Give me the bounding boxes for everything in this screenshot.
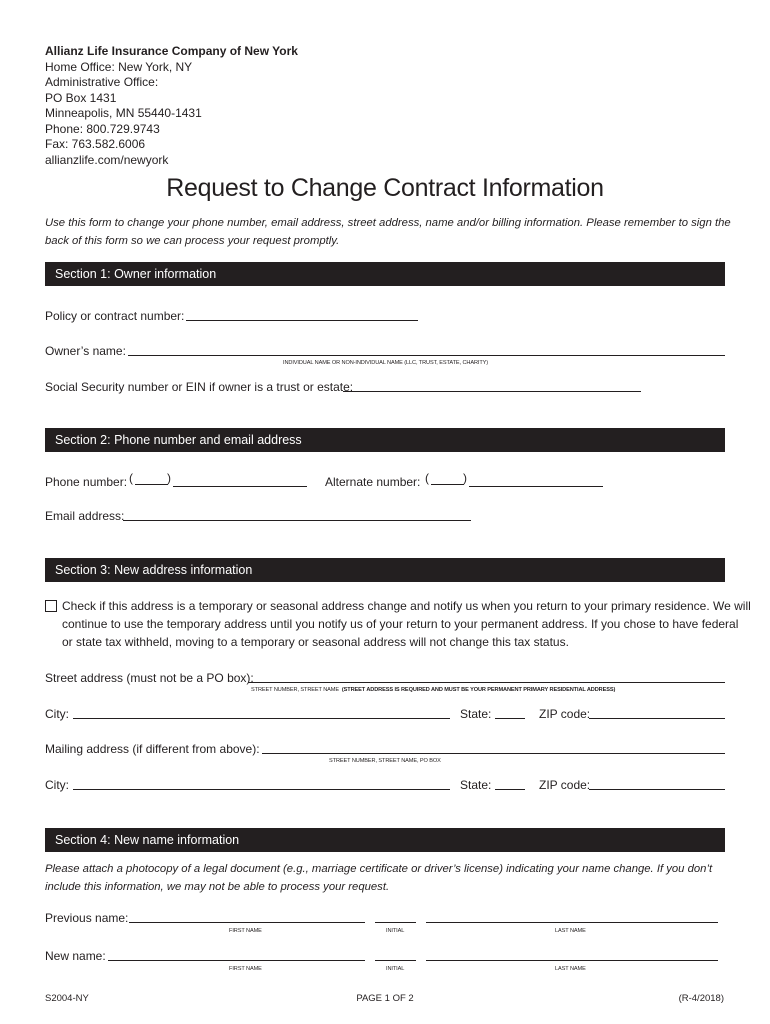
previous-last-name-field[interactable] (426, 922, 718, 923)
mailing-state-field[interactable] (495, 789, 525, 790)
alt-area-open-paren: ( (425, 471, 429, 485)
temporary-address-text-line-3: or state tax withheld, moving to a temporary or seasonal address will not change this tax status. (62, 635, 569, 649)
ssn-label: Social Security number or EIN if owner is a trust or estate: (45, 380, 354, 394)
header-line-home-office: Home Office: New York, NY (45, 59, 193, 74)
zip-code-label: ZIP code: (539, 707, 591, 721)
header-line-fax: Fax: 763.582.6006 (45, 137, 146, 151)
mailing-zip-code-field[interactable] (589, 789, 725, 790)
header-line-website: allianzlife.com/newyork (45, 152, 169, 167)
section-4-header: Section 4: New name information (45, 828, 725, 852)
company-header (45, 44, 298, 168)
mailing-state-label: State: (460, 778, 492, 792)
phone-area-code-field[interactable] (135, 484, 168, 485)
zip-code-field[interactable] (589, 718, 725, 719)
alternate-number-field[interactable] (469, 486, 603, 487)
phone-area-open-paren: ( (129, 471, 133, 485)
mailing-address-field[interactable] (262, 753, 725, 754)
new-first-name-field[interactable] (108, 960, 365, 961)
state-field[interactable] (495, 718, 525, 719)
phone-area-code (129, 471, 133, 485)
phone-area-close-paren: ) (167, 471, 171, 485)
phone-area-close (167, 471, 171, 485)
ssn-field[interactable] (343, 391, 641, 392)
form-intro: Use this form to change your phone number, email address, street address, name and/or billing information. Please remember to sign the back of this form so we can process your request promptly. (45, 217, 731, 247)
previous-last-name-hint: LAST NAME (555, 928, 586, 934)
alternate-number-label: Alternate number: (325, 475, 421, 489)
mailing-city-field[interactable] (73, 789, 450, 790)
previous-name-label: Previous name: (45, 911, 129, 925)
new-initial-field[interactable] (375, 960, 416, 961)
policy-number-field[interactable] (186, 320, 418, 321)
temporary-address-text (62, 597, 751, 651)
company-name: Allianz Life Insurance Company of New York (45, 44, 298, 58)
state-label: State: (460, 707, 492, 721)
new-initial-hint: INITIAL (386, 966, 405, 972)
owner-name-label: Owner’s name: (45, 344, 126, 358)
header-line-admin-office: Administrative Office: (45, 75, 159, 89)
owner-name-hint: INDIVIDUAL NAME OR NON-INDIVIDUAL NAME (LLC, TRUST, ESTATE, CHARITY) (283, 360, 489, 366)
previous-first-name-hint: FIRST NAME (229, 928, 262, 934)
alt-area-code-field[interactable] (431, 484, 464, 485)
owner-name-field[interactable] (128, 355, 725, 356)
new-last-name-hint: LAST NAME (555, 966, 586, 972)
phone-number-label: Phone number: (45, 475, 128, 489)
revision-date: (R-4/2018) (678, 993, 724, 1004)
previous-initial-hint: INITIAL (386, 928, 405, 934)
temporary-address-checkbox[interactable] (45, 600, 57, 612)
alt-area-close (463, 471, 467, 485)
page-number: PAGE 1 OF 2 (356, 993, 414, 1004)
city-label: City: (45, 707, 69, 721)
alt-area-code (425, 471, 429, 485)
mailing-city-label: City: (45, 778, 69, 792)
section-3-header: Section 3: New address information (45, 558, 725, 582)
previous-initial-field[interactable] (375, 922, 416, 923)
new-first-name-hint: FIRST NAME (229, 966, 262, 972)
temporary-address-text-line-2: continue to use the temporary address until you notify us of your return to your permanent address. If you chose to have federal (62, 617, 739, 631)
new-name-label: New name: (45, 949, 106, 963)
new-last-name-field[interactable] (426, 960, 718, 961)
street-address-hint-text: STREET NUMBER, STREET NAME (251, 687, 339, 693)
city-field[interactable] (73, 718, 450, 719)
mailing-address-hint: STREET NUMBER, STREET NAME, PO BOX (329, 758, 441, 764)
form-id: S2004-NY (45, 993, 89, 1004)
street-address-label: Street address (must not be a PO box): (45, 671, 254, 685)
alt-area-close-paren: ) (463, 471, 467, 485)
policy-number-label: Policy or contract number: (45, 309, 185, 323)
street-address-hint-required: (STREET ADDRESS IS REQUIRED AND MUST BE YOUR PERMANENT PRIMARY RESIDENTIAL ADDRESS) (341, 687, 616, 693)
name-change-instructions-line-1: Please attach a photocopy of a legal document (e.g., marriage certificate or driver’s license) indicating your name change. If you don’t (45, 863, 713, 875)
temporary-address-text-line-1: Check if this address is a temporary or seasonal address change and notify us when you return to your primary residence. We will (62, 599, 751, 613)
phone-number-field[interactable] (173, 486, 307, 487)
section-2-header: Section 2: Phone number and email address (45, 428, 725, 452)
header-line-phone: Phone: 800.729.9743 (45, 121, 160, 136)
street-address-hint (251, 687, 615, 693)
mailing-address-label: Mailing address (if different from above): (45, 742, 260, 756)
name-change-instructions (45, 860, 735, 896)
previous-first-name-field[interactable] (129, 922, 365, 923)
header-line-po-box: PO Box 1431 (45, 90, 117, 105)
mailing-zip-code-label: ZIP code: (539, 778, 591, 792)
form-title: Request to Change Contract Information (166, 174, 604, 202)
email-address-label: Email address: (45, 509, 125, 523)
street-address-field[interactable] (248, 682, 725, 683)
email-address-field[interactable] (123, 520, 471, 521)
header-line-city: Minneapolis, MN 55440-1431 (45, 106, 202, 120)
name-change-instructions-line-2: include this information, we may not be able to process your request. (45, 881, 390, 893)
section-1-header: Section 1: Owner information (45, 262, 725, 286)
